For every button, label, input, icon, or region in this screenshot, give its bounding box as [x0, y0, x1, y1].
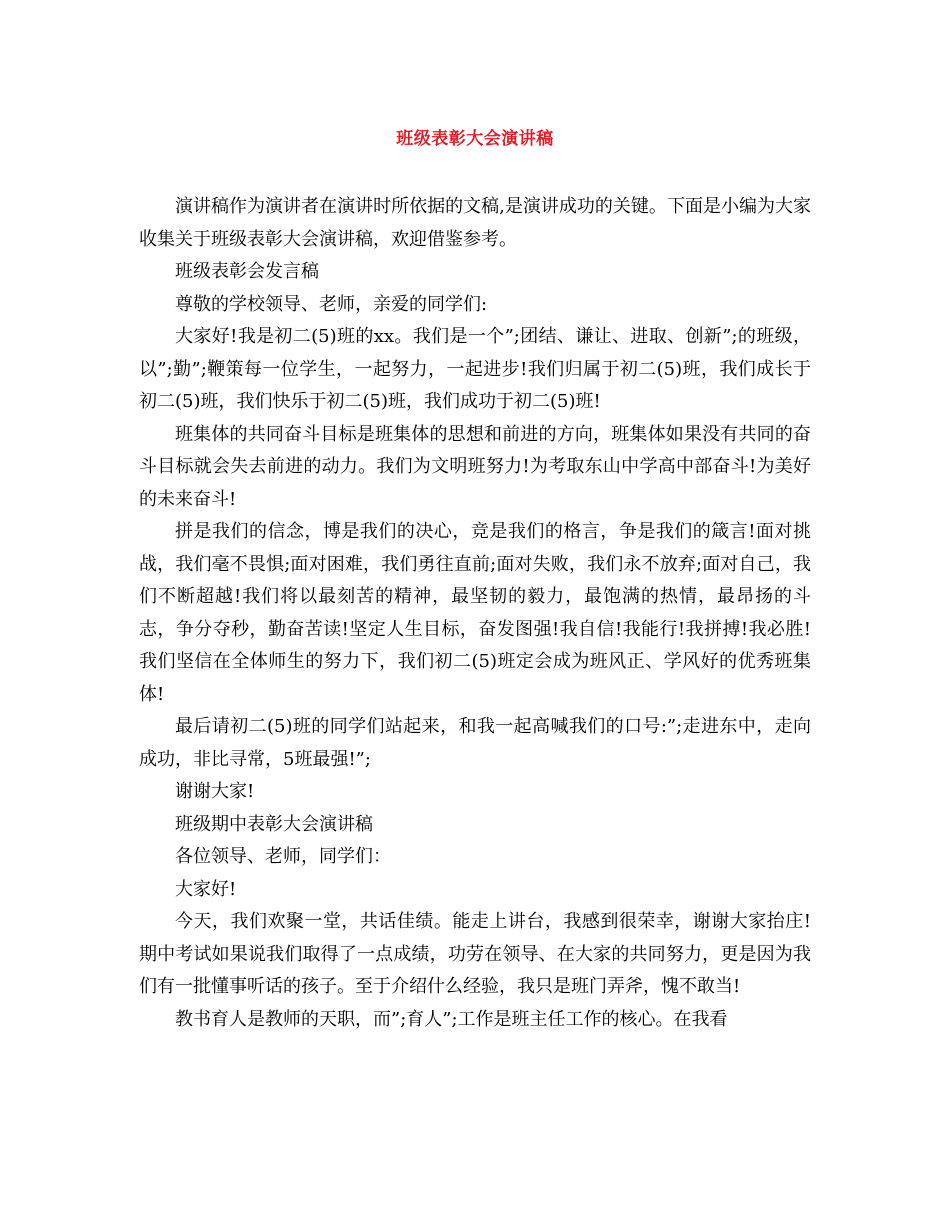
paragraph: 拼是我们的信念，博是我们的决心，竞是我们的格言，争是我们的箴言!面对挑战，我们毫不畏惧;面对困难，我们勇往直前;面对失败，我们永不放弃;面对自己，我们不断超越!我们将以最刻苦的精神，最坚韧的毅力，最饱满的热情，最昂扬的斗志，争分夺秒，勤奋苦读!坚定人生目标，奋发图强!我自信!我能行!我拼搏!我必胜!我们坚信在全体师生的努力下，我们初二(5)班定会成为班风正、学风好的优秀班集体!: [139, 521, 811, 705]
closing-thanks: 谢谢大家!: [175, 781, 255, 802]
document-body: [139, 191, 811, 1036]
section-heading-speech-2: 班级期中表彰大会演讲稿: [175, 813, 373, 835]
greeting: 大家好!: [175, 878, 237, 900]
paragraph-intro: 演讲稿作为演讲者在演讲时所依据的文稿,是演讲成功的关键。下面是小编为大家收集关于班级表彰大会演讲稿，欢迎借鉴参考。: [139, 196, 811, 250]
paragraph: 今天，我们欢聚一堂，共话佳绩。能走上讲台，我感到很荣幸，谢谢大家抬庄!期中考试如果说我们取得了一点成绩，功劳在领导、在大家的共同努力，更是因为我们有一批懂事听话的孩子。至于介绍什么经验，我只是班门弄斧，愧不敢当!: [139, 911, 811, 997]
paragraph: 大家好!我是初二(5)班的xx。我们是一个”;团结、谦让、进取、创新”;的班级，以”;勤”;鞭策每一位学生，一起努力，一起进步!我们归属于初二(5)班，我们成长于初二(5)班，我们快乐于初二(5)班，我们成功于初二(5)班!: [139, 326, 811, 412]
paragraph: 教书育人是教师的天职，而”;育人”;工作是班主任工作的核心。在我看: [175, 1008, 728, 1030]
salutation: 各位领导、老师，同学们：: [175, 846, 391, 867]
paragraph: 班集体的共同奋斗目标是班集体的思想和前进的方向，班集体如果没有共同的奋斗目标就会失去前进的动力。我们为文明班努力!为考取东山中学高中部奋斗!为美好的未来奋斗!: [139, 423, 811, 510]
salutation: 尊敬的学校领导、老师，亲爱的同学们:: [175, 293, 488, 315]
document-title: 班级表彰大会演讲稿: [396, 129, 554, 149]
paragraph: 最后请初二(5)班的同学们站起来，和我一起高喊我们的口号:”;走进东中，走向成功，非比寻常，5班最强!”;: [139, 716, 811, 770]
section-heading-speech-1: 班级表彰会发言稿: [175, 261, 319, 282]
